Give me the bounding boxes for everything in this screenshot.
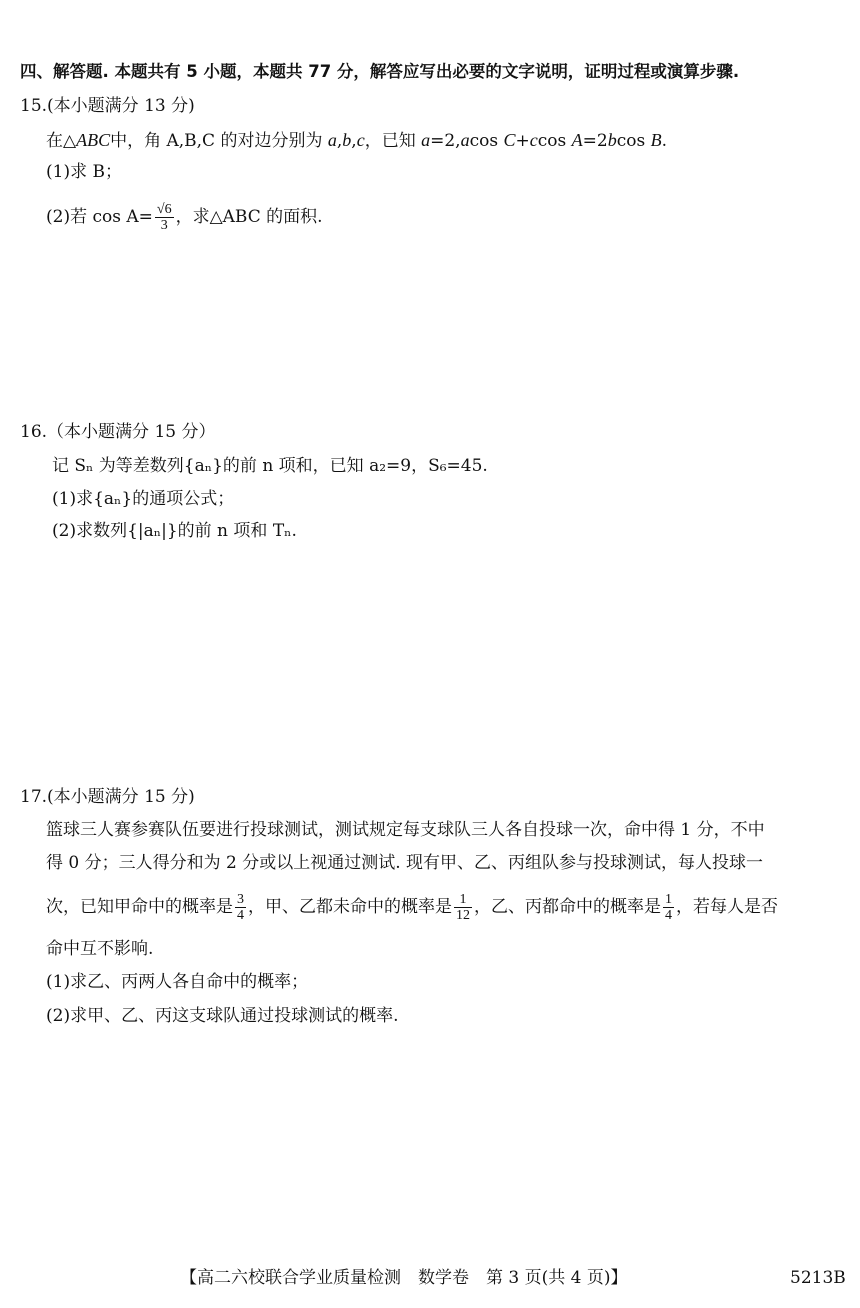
q15-heading: 15.(本小题满分 13 分) xyxy=(20,96,195,116)
q17-part2: (2)求甲、乙、丙这支球队通过投球测试的概率. xyxy=(46,1006,399,1026)
q17-fraction-2: $\frac{1}{12}$ xyxy=(456,892,470,923)
q17-heading: 17.(本小题满分 15 分) xyxy=(20,787,195,807)
q17-line2: 得 0 分；三人得分和为 2 分或以上视通过测试. 现有甲、乙、丙组队参与投球测试，每人投球一 xyxy=(46,853,764,873)
q17-fraction-3: $\frac{1}{4}$ xyxy=(665,892,672,923)
q16-heading: 16.（本小题满分 15 分） xyxy=(20,422,216,442)
q15-part2: (2)若 cos A= $\frac{√6}{3}$ ，求△ABC 的面积. xyxy=(46,202,323,233)
q15-stem: 在△ABC中，角 A,B,C 的对边分别为 a,b,c，已知 a=2,acos C+ccos A=2bcos B. xyxy=(46,130,667,151)
q16-stem: 记 Sₙ 为等差数列{aₙ}的前 n 项和，已知 a₂=9，S₆=45. xyxy=(52,456,488,476)
q17-line4: 命中互不影响. xyxy=(46,939,154,959)
q17-line1: 篮球三人赛参赛队伍要进行投球测试，测试规定每支球队三人各自投球一次，命中得 1 分，不中 xyxy=(46,820,765,840)
q15-part1: (1)求 B； xyxy=(46,162,122,182)
footer-code: 5213B xyxy=(790,1268,846,1288)
q16-part2: (2)求数列{|aₙ|}的前 n 项和 Tₙ. xyxy=(52,521,297,541)
q17-fraction-1: $\frac{3}{4}$ xyxy=(237,892,244,923)
q17-part1: (1)求乙、丙两人各自命中的概率； xyxy=(46,972,309,992)
q16-part1: (1)求{aₙ}的通项公式； xyxy=(52,489,235,509)
q17-line3: 次，已知甲命中的概率是 $\frac{3}{4}$ ，甲、乙都未命中的概率是 $\frac{1}{12}$ ，乙、丙都命中的概率是 $\frac{1}{4}$ ，若每人是否 xyxy=(46,892,778,923)
footer-title: 【高二六校联合学业质量检测 数学卷 第 3 页(共 4 页)】 xyxy=(180,1268,628,1288)
section-header: 四、解答题. 本题共有 5 小题，本题共 77 分，解答应写出必要的文字说明，证明过程或演算步骤. xyxy=(20,62,740,81)
q15-fraction: $\frac{√6}{3}$ xyxy=(156,202,172,233)
